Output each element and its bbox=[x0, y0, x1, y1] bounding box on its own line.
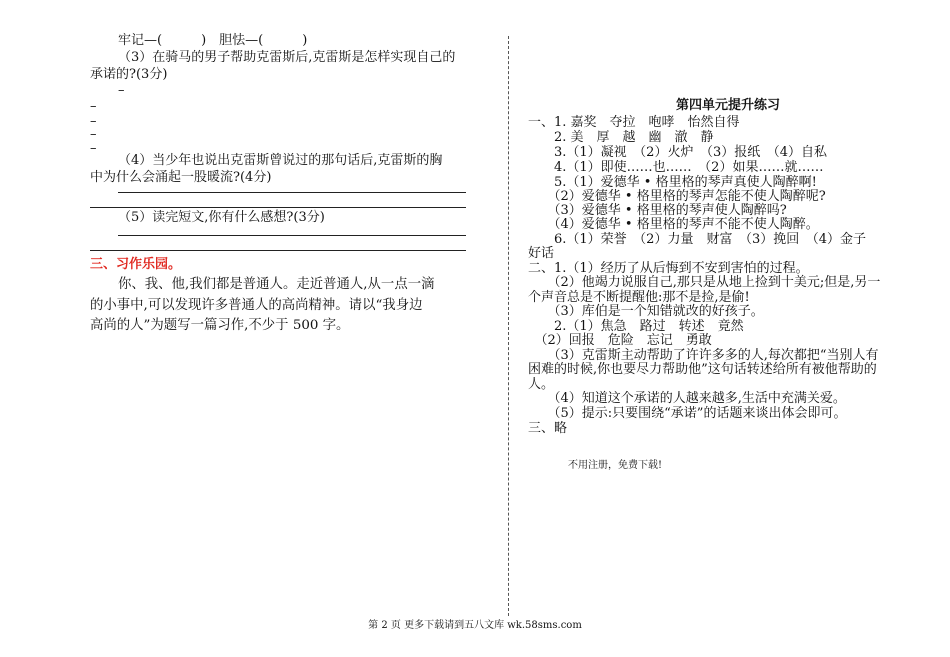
answer-line: 困难的时候,你也要尽力帮助他”这句话转述给所有被他帮助的 bbox=[528, 362, 877, 377]
essay-line1: 你、我、他,我们都是普通人。走近普通人,从一点一滴 bbox=[118, 277, 435, 292]
answer-line bbox=[90, 250, 466, 251]
q5-line1: （5）读完短文,你有什么感想?(3分) bbox=[118, 210, 325, 225]
answer-line: 人。 bbox=[528, 377, 555, 392]
answer-line: （3）爱德华 • 格里格的琴声使人陶醉吗? bbox=[528, 203, 787, 218]
answer-line: 3.（1）凝视 （2）火炉 （3）报纸 （4）自私 bbox=[528, 145, 827, 160]
answer-line: 4.（1）即使……也…… （2）如果……就…… bbox=[528, 160, 824, 175]
answer-dash: – bbox=[90, 141, 97, 156]
answer-line: 好话 bbox=[528, 246, 555, 261]
answer-line: 二、1.（1）经历了从后悔到不安到害怕的过程。 bbox=[528, 261, 809, 276]
answer-dash: – bbox=[118, 83, 125, 98]
answer-line: 个声音总是不断提醒他:那不是捡,是偷! bbox=[528, 290, 750, 305]
free-download-note: 不用注册，免费下载! bbox=[568, 460, 663, 471]
q4-line1: （4）当少年也说出克雷斯曾说过的那句话后,克雷斯的胸 bbox=[118, 153, 443, 168]
answer-line: 三、略 bbox=[528, 421, 568, 436]
answer-line: （5）提示:只要围绕“承诺”的话题来谈出体会即可。 bbox=[528, 406, 847, 421]
answer-line: 2.（1）焦急 路过 转述 竟然 bbox=[528, 319, 744, 334]
answer-line: （2）他竭力说服自己,那只是从地上捡到十美元;但是,另一 bbox=[528, 275, 881, 290]
answer-line: （3）克雷斯主动帮助了许许多多的人,每次都把“当别人有 bbox=[528, 348, 879, 363]
answer-dash: – bbox=[90, 127, 97, 142]
answer-dash: – bbox=[90, 114, 97, 129]
answer-line: （4）知道这个承诺的人越来越多,生活中充满关爱。 bbox=[528, 391, 846, 406]
q4-line2: 中为什么会涌起一股暖流?(4分) bbox=[90, 170, 272, 185]
answer-line: 2. 美 厚 越 幽 澈 静 bbox=[528, 130, 714, 145]
essay-line2: 的小事中,可以发现许多普通人的高尚精神。请以“我身边 bbox=[90, 298, 423, 313]
q3-line1: （3）在骑马的男子帮助克雷斯后,克雷斯是怎样实现自己的 bbox=[118, 50, 456, 65]
answer-line bbox=[90, 207, 466, 208]
q3-line2: 承诺的?(3分) bbox=[90, 67, 168, 82]
vocab-line: 牢记—( ) 胆怯—( ) bbox=[118, 33, 308, 48]
answer-line bbox=[118, 235, 466, 236]
answer-line: （3）库伯是一个知错就改的好孩子。 bbox=[528, 304, 764, 319]
answer-line: 一、1. 嘉奖 夺拉 咆哮 怡然自得 bbox=[528, 115, 740, 130]
page-footer: 第 2 页 更多下载请到五八文库 wk.58sms.com bbox=[368, 620, 582, 631]
answer-line: 5.（1）爱德华 • 格里格的琴声真使人陶醉啊! bbox=[528, 175, 817, 190]
answer-line: （2）爱德华 • 格里格的琴声怎能不使人陶醉呢? bbox=[528, 189, 826, 204]
column-divider bbox=[508, 36, 509, 616]
answer-line: （4）爱德华 • 格里格的琴声不能不使人陶醉。 bbox=[528, 217, 819, 232]
answer-line bbox=[118, 192, 466, 193]
answer-dash: – bbox=[90, 99, 97, 114]
answer-line: 6.（1）荣誉 （2）力量 财富 （3）挽回 （4）金子 bbox=[528, 232, 866, 247]
section3-title: 三、习作乐园。 bbox=[90, 257, 182, 272]
answer-line: （2）回报 危险 忘记 勇敢 bbox=[528, 333, 712, 348]
essay-line3: 高尚的人”为题写一篇习作,不少于 500 字。 bbox=[90, 318, 350, 333]
answer-title: 第四单元提升练习 bbox=[676, 98, 781, 113]
